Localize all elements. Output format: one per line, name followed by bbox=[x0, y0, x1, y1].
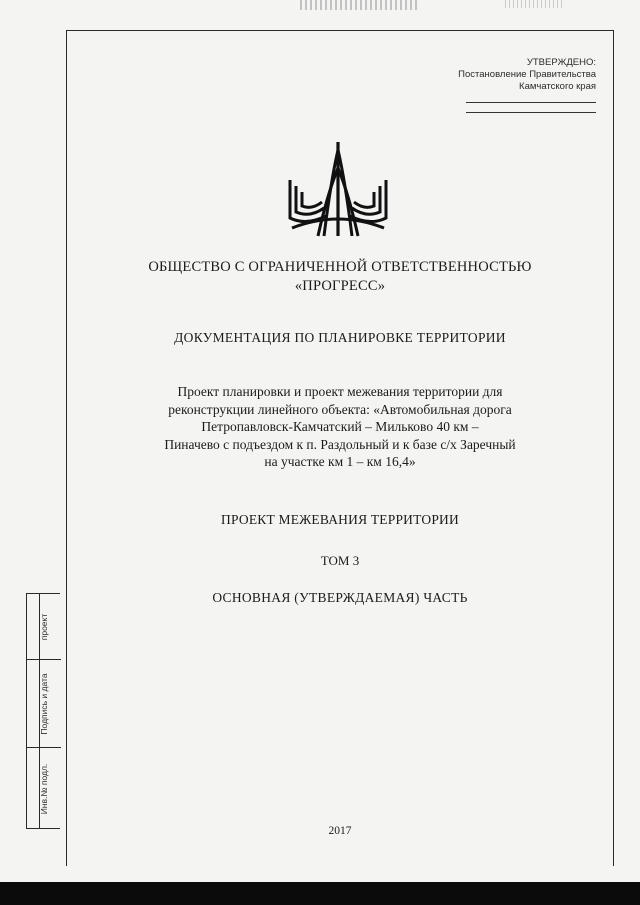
project-line-3: Петропавловск-Камчатский – Мильково 40 км – bbox=[201, 419, 479, 434]
side-stamp-table bbox=[26, 593, 60, 829]
project-line-4: Пиначево с подъездом к п. Раздольный и к базе с/х Заречный bbox=[164, 436, 516, 452]
documentation-title: ДОКУМЕНТАЦИЯ ПО ПЛАНИРОВКЕ ТЕРРИТОРИИ bbox=[174, 330, 506, 345]
scan-bottom-edge bbox=[0, 882, 640, 905]
stamp-cell-signature bbox=[27, 660, 61, 748]
approval-line-2: Камчатского края bbox=[519, 81, 596, 92]
stamp-label-inventory: Инв.№ подл. bbox=[39, 763, 49, 815]
part-title: ОСНОВНАЯ (УТВЕРЖДАЕМАЯ) ЧАСТЬ bbox=[212, 590, 468, 605]
approval-line-1: Постановление Правительства bbox=[458, 69, 596, 80]
scan-artifact bbox=[505, 0, 565, 8]
stamp-label-signature: Подпись и дата bbox=[39, 672, 49, 735]
project-line-1: Проект планировки и проект межевания территории для bbox=[177, 384, 503, 399]
scan-artifact bbox=[300, 0, 420, 10]
company-logo-icon bbox=[284, 140, 392, 238]
volume-number: ТОМ 3 bbox=[320, 553, 360, 568]
organization-line-1: ОБЩЕСТВО С ОГРАНИЧЕННОЙ ОТВЕТСТВЕННОСТЬЮ bbox=[148, 259, 532, 275]
signature-line bbox=[466, 103, 596, 113]
stamp-cell-project bbox=[27, 594, 61, 660]
section-title: ПРОЕКТ МЕЖЕВАНИЯ ТЕРРИТОРИИ bbox=[221, 512, 459, 527]
stamp-label-project: проект bbox=[39, 613, 49, 640]
project-line-5: на участке км 1 – км 16,4» bbox=[264, 454, 416, 469]
organization-name bbox=[66, 258, 614, 296]
approval-block bbox=[386, 57, 596, 113]
document-year: 2017 bbox=[328, 825, 352, 837]
approval-title: УТВЕРЖДЕНО: bbox=[526, 57, 596, 68]
project-line-2: реконструкции линейного объекта: «Автомобильная дорога bbox=[168, 401, 512, 417]
organization-line-2: «ПРОГРЕСС» bbox=[294, 278, 386, 294]
signature-line bbox=[466, 93, 596, 103]
project-description bbox=[66, 383, 614, 471]
stamp-cell-inventory bbox=[27, 748, 61, 830]
